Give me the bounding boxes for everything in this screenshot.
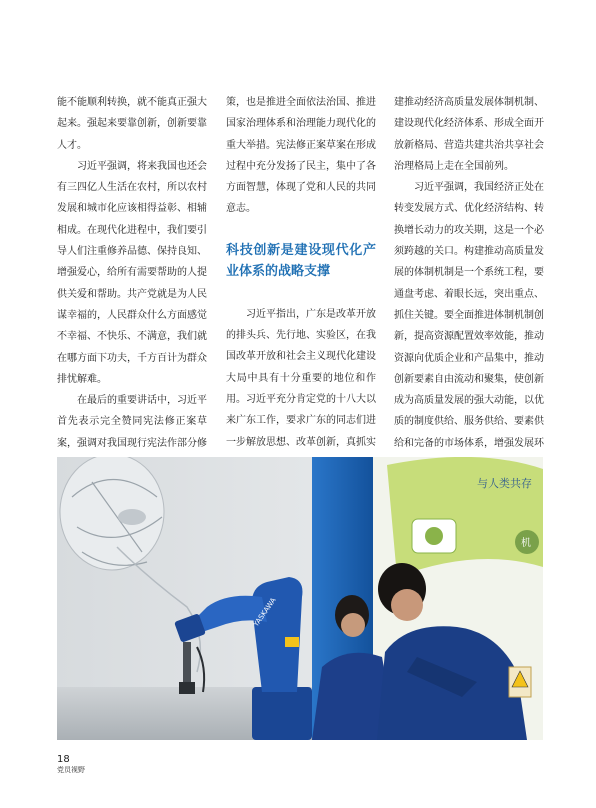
page-number: 18 [57,754,70,765]
magazine-logo: 党员视野 [57,766,85,774]
sign-text: 与人类共存 [477,477,532,490]
sign-text-2: 机 [521,538,531,549]
paragraph: 策，也是推进全面依法治国、推进国家治理体系和治理能力现代化的重大举措。宪法修正案草案在形成过程中充分发扬了民主，集中了各方面智慧，体现了党和人民的共同意志。 [226,97,376,215]
text-column-2 [226,92,376,495]
robot-brand-label: YASKAWA [252,596,278,629]
paragraph: 在最后的重要讲话中，习近平首先表示完全赞同宪法修正案草案，强调对我国现行宪法作部分修 [57,395,207,449]
section-heading: 科技创新是建设现代化产业体系的战略支撑 [226,242,376,279]
text-column-3 [394,92,544,475]
paragraph: 能不能顺利转换，就不能真正强大起来。强起来要靠创新，创新要靠人才。 [57,97,207,151]
robot-exhibition-photo [57,457,543,740]
paragraph: 建推动经济高质量发展体制机制、建设现代化经济体系、形成全面开放新格局、营造共建共治共享社会治理格局上走在全国前列。 [394,97,544,172]
paragraph: 习近平强调，我国经济正处在转变发展方式、优化经济结构、转换增长动力的攻关期，这是一个必须跨越的关口。构建推动高质量发展的体制机制是一个系统工程，要通盘考虑、着眼长远，突出重点、抓住关键。要全面推进体制机制创新，提高资源配置效率效能，推动资源向优质企业和产品集中，推动创新要素自由流动和聚集，使创新成为高质量发展的强大动能，以优质的制度供给、服务供给、要素供给和完备的市场体系，增强发展环 [394,182,544,449]
paragraph: 习近平强调，将来我国也还会有三四亿人生活在农村，所以农村发展和城市化应该相得益彰、相辅相成。在现代化进程中，我们要引导人们注重修养品德、保持良知、增强爱心，给所有需要帮助的人提供关爱和帮助。共产党就是为人民谋幸福的，人民群众什么方面感觉不幸福、不快乐、不满意，我们就在哪方面下功夫，千方百计为群众排忧解难。 [57,160,207,385]
paragraph: 习近平指出，广东是改革开放的排头兵、先行地、实验区，在我国改革开放和社会主义现代化建设大局中具有十分重要的地位和作用。习近平充分肯定党的十八大以来广东工作，要求广东的同志们进一步解放思想、改革创新，真抓实 [226,308,376,448]
text-column-1 [57,92,207,518]
